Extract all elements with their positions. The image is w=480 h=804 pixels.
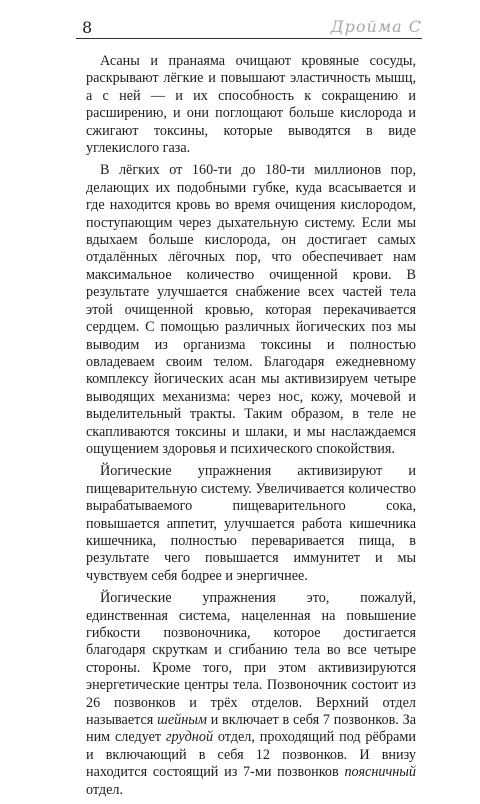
term-lumbar: поясничный [344,764,416,781]
running-title: Дройма С [330,17,422,36]
paragraph-4-text-4: отдел. [86,781,124,798]
paragraph-3: Йогические упражнения активизируют и пищеварительную систему. Увеличивается количество вырабатываемого пищеварительного сока, повышается аппетит, улучшается работа кишечника кишечника, полностью переваривается пища, в результате чего повышается иммунитет и мы чувствуем себя бодрее и энергичнее. [86,463,416,584]
term-cervical: шейным [157,712,207,729]
paragraph-4-text-1: Йогические упражнения это, пожалуй, единственная система, нацеленная на повышение гибкости позвоночника, которое достигается благодаря скруткам и сгибанию тела во все четыре стороны. Кроме того, при этом активизируются энергетические центры тела. Позвоночник состоит из 26 позвонков и трёх отделов. Верхний отдел называется [86,590,416,729]
paragraph-4-text-2: и включает в себя 7 позвонков. За ним следует [86,712,416,746]
header-rule [76,38,422,39]
page-header [76,17,422,41]
page-number: 8 [82,18,93,37]
page-body [86,53,416,804]
term-thoracic: грудной [165,729,214,746]
paragraph-2: В лёгких от 160-ти до 180-ти миллионов пор, делающих их подобными губке, куда всасывается и где находится кровь во время очищения кислородом, поступающим через дыхательную систему. Если мы вдыхаем больше кислорода, он достигает самых отдалённых лёгочных пор, что обеспечивает нам максимальное количество очищенной крови. В результате улучшается снабжение всех частей тела этой очищенной кровью, которая перекачивается сердцем. С помощью различных йогических поз мы выводим из организма токсины и полностью овладеваем своим телом. Благодаря ежедневному комплексу йогических асан мы активизируем четыре выводящих механизма: через нос, кожу, мочевой и выделительный тракты. Таким образом, в теле не скапливаются токсины и шлаки, и мы наслаждаемся ощущением здоровья и психического спокойствия. [86,162,416,457]
paragraph-4 [86,590,416,799]
paragraph-1: Асаны и пранаяма очищают кровяные сосуды, раскрывают лёгкие и повышают эластичность мышц, а с ней — и их способность к сокращению и расширению, и они поглощают больше кислорода и сжигают токсины, которые выводятся в виде углекислого газа. [86,53,416,157]
paragraph-4-text-3: отдел, проходящий под рёбрами и включающий в себя 12 позвонков. И внизу находится состоящий из 7-ми позвонков [86,729,416,781]
